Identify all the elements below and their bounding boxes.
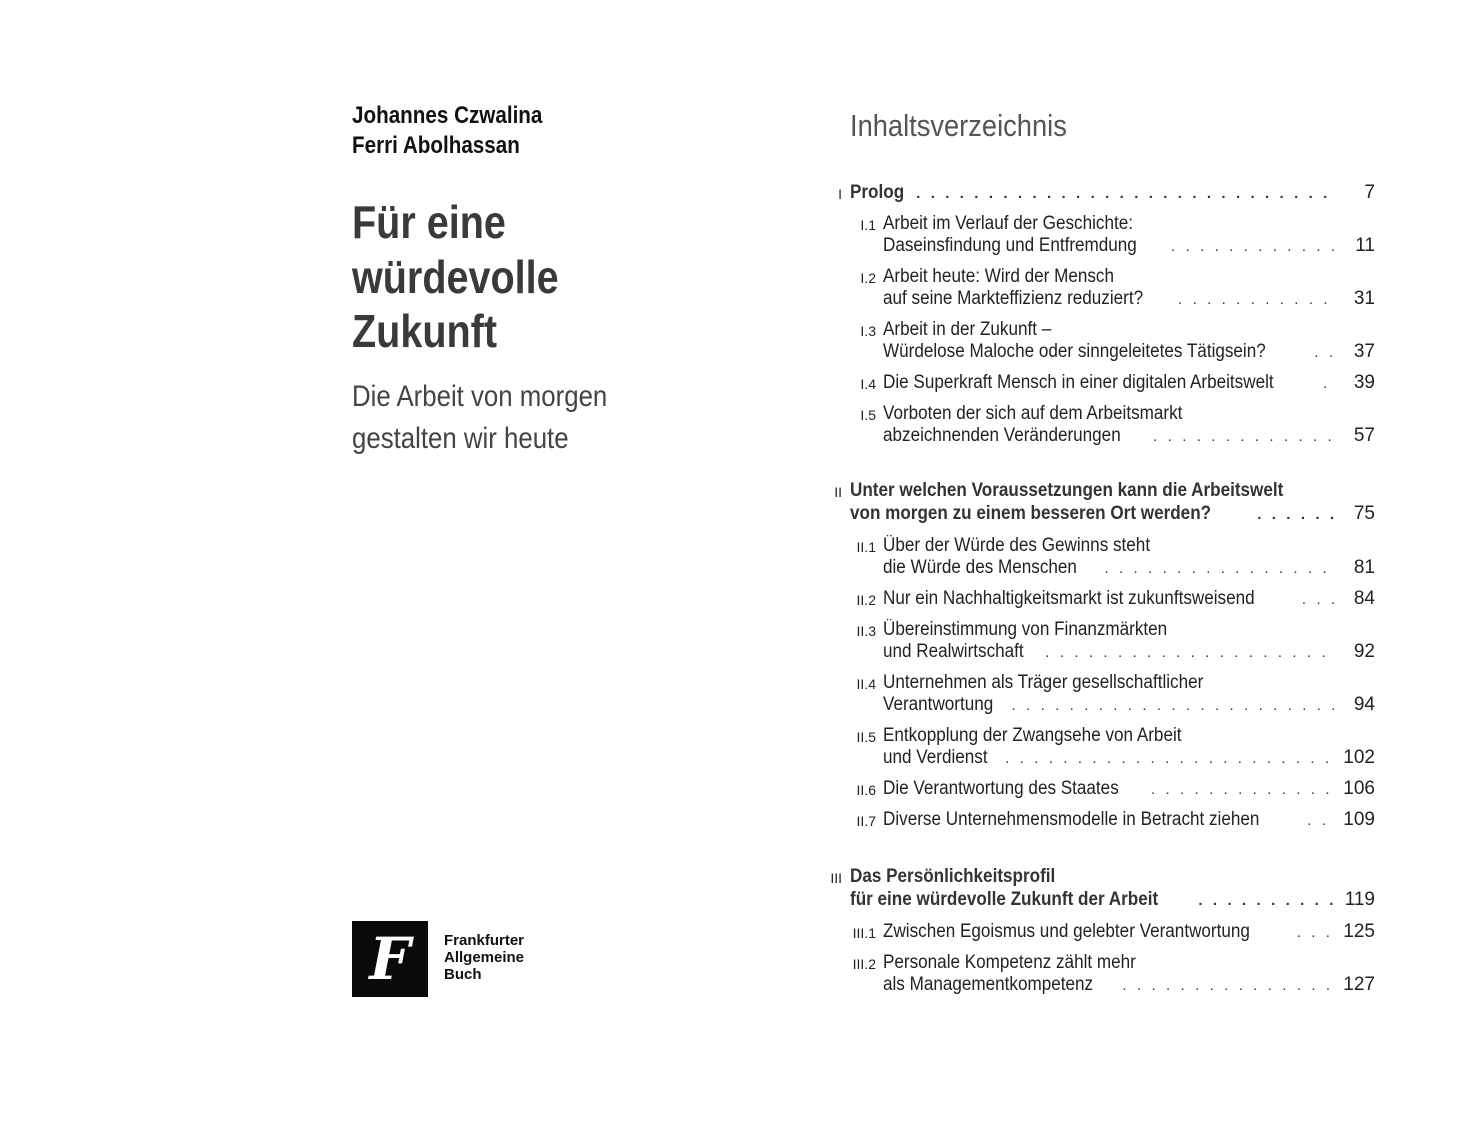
leader-dots: [1012, 697, 1334, 714]
toc-page-number: 31: [1353, 288, 1375, 309]
toc-entry-title: [883, 403, 1216, 425]
toc-entry-title-text: die Würde des Menschen: [883, 557, 1077, 578]
toc-entry-title: [883, 235, 1334, 257]
toc-page-number: 125: [1343, 921, 1375, 942]
toc-entry-title-text: Daseinsfindung und Entfremdung: [883, 235, 1137, 256]
toc-page-number: 102: [1343, 747, 1375, 768]
toc-entry-title: [883, 809, 1334, 831]
toc-page-number: 37: [1353, 341, 1375, 362]
toc-entry-number: II.5: [856, 729, 876, 745]
leader-dots: [1314, 344, 1334, 361]
toc-page-number: 7: [1364, 182, 1375, 203]
toc-heading: Inhaltsverzeichnis: [850, 108, 1067, 143]
toc-entry-title-text: Unternehmen als Träger gesellschaftlicher: [883, 672, 1204, 693]
toc-entry-number: II.4: [856, 676, 876, 692]
toc-entry-number: II.3: [856, 623, 876, 639]
book-subtitle-line: Die Arbeit von morgen: [352, 380, 608, 413]
toc-entry-title: [883, 694, 1334, 716]
toc-entry-title-text: Verantwortung: [883, 694, 994, 715]
toc-entry-title: [883, 288, 1334, 310]
toc-entry-title-text: Arbeit in der Zukunft –: [883, 319, 1052, 340]
leader-dots: [1153, 428, 1334, 445]
leader-dots: [1307, 812, 1334, 829]
toc-entry-title: [883, 425, 1334, 447]
toc-entry-title: [883, 557, 1334, 579]
toc-entry-title-text: Über der Würde des Gewinns steht: [883, 535, 1151, 556]
toc-entry-title: [883, 747, 1334, 769]
publisher-name-line: Frankfurter: [444, 932, 525, 949]
toc-entry-title: [883, 974, 1334, 996]
toc-entry-title-text: Vorboten der sich auf dem Arbeitsmarkt: [883, 403, 1183, 424]
toc-entry-number: II.1: [856, 539, 876, 555]
toc-entry-title-text: Die Verantwortung des Staates: [883, 778, 1119, 799]
book-title-line: Zukunft: [352, 305, 498, 357]
leader-dots: [1151, 781, 1334, 798]
toc-page-number: 119: [1344, 889, 1375, 910]
toc-entry-number: I.3: [860, 323, 876, 339]
leader-dots: [1005, 750, 1334, 767]
toc-entry-title: [883, 588, 1334, 610]
toc-entry-title-text: Personale Kompetenz zählt mehr: [883, 952, 1136, 973]
toc-entry-title-text: Diverse Unternehmensmodelle in Betracht ziehen: [883, 809, 1260, 830]
toc-entry-title: [883, 535, 1180, 557]
author-name: Ferri Abolhassan: [352, 132, 520, 159]
leader-dots: [1257, 506, 1334, 523]
toc-entry-title: [883, 619, 1199, 641]
toc-section-title: [850, 480, 1331, 502]
toc-entry-title: [883, 952, 1164, 974]
leader-dots: [1104, 560, 1334, 577]
toc-section-title-text: Unter welchen Voraussetzungen kann die Arbeitswelt: [850, 480, 1284, 501]
toc-entry-title: [883, 778, 1334, 800]
toc-entry-title: [883, 725, 1215, 747]
toc-section-number: I: [838, 186, 842, 202]
leader-dots: [1122, 977, 1334, 994]
toc-entry-title-text: Übereinstimmung von Finanzmärkten: [883, 619, 1168, 640]
leader-dots: [1045, 644, 1334, 661]
toc-page-number: 75: [1353, 503, 1375, 524]
toc-entry-number: I.5: [860, 407, 876, 423]
toc-section-title-text: Prolog: [850, 182, 905, 203]
toc-section-number: III: [830, 870, 842, 886]
leader-dots: [1297, 924, 1334, 941]
toc-entry-number: I.4: [860, 376, 876, 392]
toc-entry-title-text: Arbeit im Verlauf der Geschichte:: [883, 213, 1133, 234]
publisher-name-line: Buch: [444, 966, 482, 983]
toc-section-title-text: Das Persönlichkeitsprofil: [850, 866, 1056, 887]
toc-entry-number: III.1: [852, 925, 876, 941]
toc-page-number: 81: [1353, 557, 1375, 578]
toc-entry-title-text: Entkopplung der Zwangsehe von Arbeit: [883, 725, 1182, 746]
toc-entry-title-text: auf seine Markteffizienz reduziert?: [883, 288, 1144, 309]
toc-page-number: 39: [1353, 372, 1375, 393]
toc-entry-title-text: als Managementkompetenz: [883, 974, 1094, 995]
leader-dots: [1323, 375, 1334, 392]
toc-page-number: 106: [1343, 778, 1375, 799]
toc-page-number: 127: [1343, 974, 1375, 995]
toc-entry-title: [883, 266, 1140, 288]
toc-entry-title-text: Würdelose Maloche oder sinngeleitetes Tätigsein?: [883, 341, 1266, 362]
toc-entry-title: [883, 213, 1161, 235]
leader-dots: [1198, 892, 1334, 909]
publisher-name-line: Allgemeine: [444, 949, 525, 966]
leader-dots: [1302, 591, 1334, 608]
toc-page-number: 84: [1353, 588, 1375, 609]
toc-entry-title-text: und Realwirtschaft: [883, 641, 1024, 662]
toc-entry-number: II.2: [856, 592, 876, 608]
toc-entry-title: [883, 319, 1070, 341]
toc-page-number: 11: [1355, 235, 1375, 256]
toc-section-title-text: von morgen zu einem besseren Ort werden?: [850, 503, 1212, 524]
toc-page-number: 57: [1353, 425, 1375, 446]
toc-entry-title-text: Zwischen Egoismus und gelebter Verantwortung: [883, 921, 1250, 942]
toc-entry-number: I.1: [860, 217, 876, 233]
toc-page-number: 94: [1353, 694, 1375, 715]
toc-entry-title: [883, 341, 1334, 363]
book-title-line: Für eine: [352, 196, 506, 248]
toc-page-number: 92: [1353, 641, 1375, 662]
toc-section-title-text: für eine würdevolle Zukunft der Arbeit: [850, 889, 1159, 910]
toc-entry-number: III.2: [852, 956, 876, 972]
toc-section-title: [850, 889, 1334, 911]
toc-entry-title: [883, 672, 1239, 694]
toc-section-title: [850, 182, 1334, 204]
toc-entry-title: [883, 372, 1334, 394]
toc-section-number: II: [834, 484, 842, 500]
toc-page-number: 109: [1343, 809, 1375, 830]
toc-entry-title-text: abzeichnenden Veränderungen: [883, 425, 1121, 446]
toc-entry-title-text: und Verdienst: [883, 747, 988, 768]
book-title-line: würdevolle: [352, 251, 559, 303]
leader-dots: [1171, 238, 1334, 255]
toc-section-title: [850, 503, 1334, 525]
book-subtitle-line: gestalten wir heute: [352, 422, 569, 455]
toc-entry-number: I.2: [860, 270, 876, 286]
toc-entry-number: II.7: [856, 813, 876, 829]
toc-entry-title-text: Nur ein Nachhaltigkeitsmarkt ist zukunftsweisend: [883, 588, 1255, 609]
publisher-logo: F: [352, 921, 428, 997]
toc-section-title: [850, 866, 1078, 888]
leader-dots: [1178, 291, 1334, 308]
author-name: Johannes Czwalina: [352, 102, 543, 129]
toc-entry-title-text: Die Superkraft Mensch in einer digitalen Arbeitswelt: [883, 372, 1274, 393]
toc-entry-number: II.6: [856, 782, 876, 798]
toc-entry-title: [883, 641, 1334, 663]
toc-entry-title: [883, 921, 1334, 943]
toc-entry-title-text: Arbeit heute: Wird der Mensch: [883, 266, 1114, 287]
leader-dots: [916, 185, 1334, 202]
